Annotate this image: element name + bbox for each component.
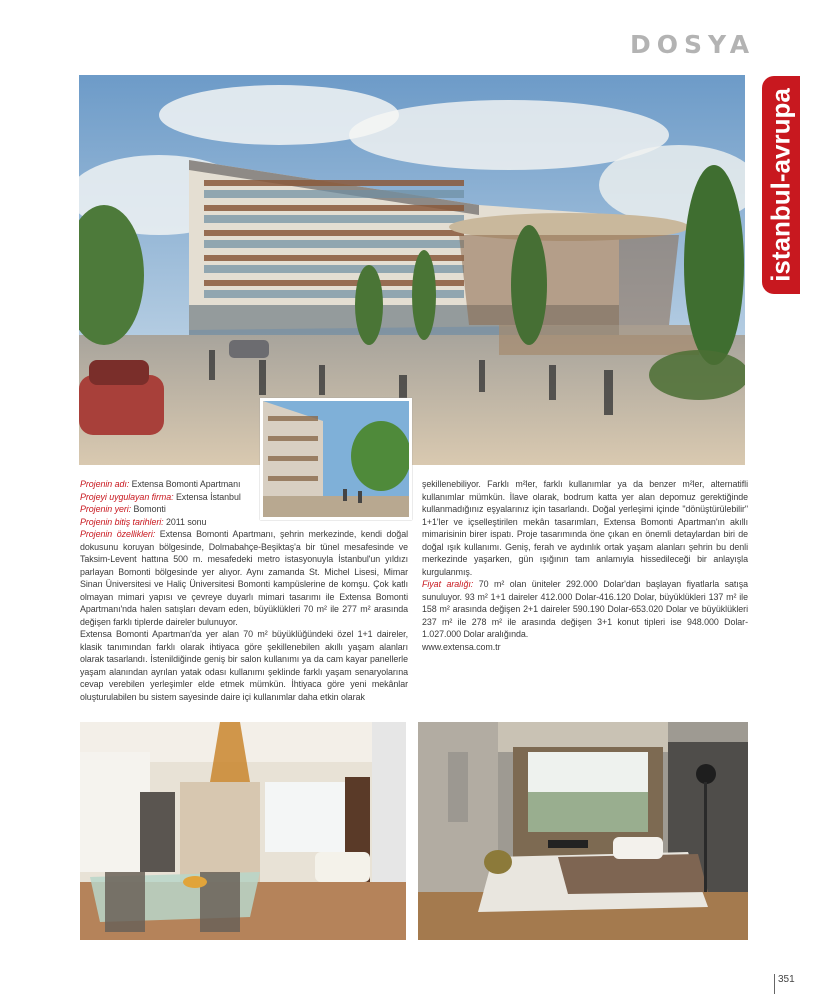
project-completion-line [80, 516, 408, 529]
project-builder-label: Projeyi uygulayan firma: [80, 491, 174, 502]
text-column-right [422, 478, 748, 653]
project-features-label: Projenin özellikleri: [80, 529, 156, 539]
project-features-continuation: şekillenebiliyor. Farklı m²ler, farklı kullanımlar ya da benzer m²ler, alternatifli kullanımlar mümkün. İlave olarak, bodrum katta yer alan depomuz gerektiğinde kullanmadığınız eşyalarınız için tasarlandı. Doğal yerleşimi içinde "dönüştürülebilir" 1+1'ler ve içselleştirilen mekân tasarımları, Extensa Bomonti Apartman'ın akıllı mimarisinin birer ispatı. Proje tasarımında öne çıkan en önemli detaylardan biri de doğal ışık kullanımı. Geniş, ferah ve aydınlık ortak yaşam alanları şehrin bu denli merkezinde yaşarken, gün ışığının tam anlamıyla hissedileceği bir anlayışla kurgulanmış. [422, 479, 748, 577]
page-number: 351 [774, 974, 795, 994]
project-location-label: Projenin yeri: [80, 504, 132, 514]
region-tab-label: istanbul-avrupa [765, 88, 796, 282]
project-features-text: Extensa Bomonti Apartmanı, şehrin merkezinde, kendi doğal dokusunu koruyan bölgesinde, Dolmabahçe-Beşiktaş'a bir tünel mesafesinde ve Taksim-Levent hattına 500 m. mesafedeki metro istasyonuyla İstanbul'un yıldızı parlayan Bomonti bölgesinde yer alıyor. Aynı zamanda St. Michel Lisesi, Mimar Sinan Üniversitesi ve Haliç Üniversitesi Bomonti kampüslerine de komşu. Çok katlı olmayan mimari yapısı ve çevreye duyarlı mimari tasarımı ile Extensa Bomonti Apartmanı'nda halen satışları devam eden, büyüklükleri 70 m² ile 277 m² arasında değişen farklı tiplerde daireler bulunuyor. [80, 529, 408, 627]
project-completion-value: 2011 sonu [166, 516, 207, 527]
website-link[interactable]: www.extensa.com.tr [422, 641, 501, 652]
project-name-line [80, 478, 408, 491]
project-features-paragraph [80, 528, 408, 628]
section-header: DOSYA [630, 30, 756, 59]
price-text: 70 m² olan üniteler 292.000 Dolar'dan başlayan fiyatlarla satışa sunuluyor. 93 m² 1+1 daireler 412.000 Dolar-416.120 Dolar, büyüklükleri 137 m² ile 158 m² arasında değişen 2+1 daireler 590.190 Dolar-653.020 Dolar ve büyüklükleri 237 m² ile 278 m² ile arasında değişen 3+1 konut tipleri ise 948.000 Dolar-1.027.000 Dolar aralığında. [422, 579, 748, 639]
bedroom-image [418, 722, 748, 940]
building-rendering-image [79, 75, 745, 465]
price-label: Fiyat aralığı: [422, 579, 474, 589]
project-builder-line [80, 491, 408, 504]
project-location-value: Bomonti [133, 504, 166, 514]
project-completion-label: Projenin bitiş tarihleri: [80, 516, 164, 527]
project-builder-value: Extensa İstanbul [175, 491, 241, 502]
text-column-left [80, 478, 408, 703]
kitchen-living-room-image [80, 722, 406, 940]
project-name-value: Extensa Bomonti Apartmanı [131, 479, 241, 489]
project-features-paragraph-2: Extensa Bomonti Apartman'da yer alan 70 m² büyüklüğündeki özel 1+1 daireler, klasik tanımından farklı olarak ihtiyaca göre şekillenebilen akıllı yaşam alanları olarak tasarlandı. İstenildiğinde geniş bir salon kullanımı ya da cam kayar panellerle yaşam alanından ayrılan yatak odası kullanımı şeklinde farklı yaşam senaryolarına cevap verebilen yerleşimler elde etmek mümkün. İhtiyaca göre yeni mekânlar oluşturulabilen bu sistem sayesinde daire içi kullanımlar daha etkin olarak [80, 629, 408, 702]
price-paragraph [422, 578, 748, 641]
project-location-line [80, 503, 408, 516]
region-tab [762, 76, 800, 294]
project-name-label: Projenin adı: [80, 479, 130, 489]
